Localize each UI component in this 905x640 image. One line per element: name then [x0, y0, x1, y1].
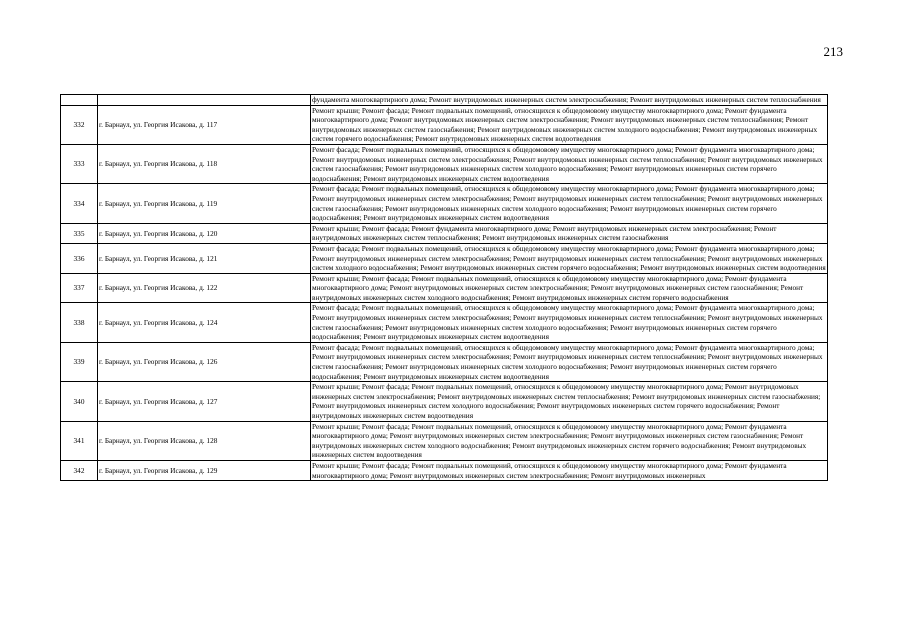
table-row	[61, 243, 828, 273]
table-row	[61, 223, 828, 243]
row-address: г. Барнаул, ул. Георгия Исакова, д. 129	[98, 460, 311, 480]
row-number: 337	[61, 273, 98, 303]
row-works: фундамента многоквартирного дома; Ремонт внутридомовых инженерных систем электроснабжения; Ремонт внутридомовых инженерных систем теплоснабжения	[311, 95, 828, 106]
row-address: г. Барнаул, ул. Георгия Исакова, д. 124	[98, 303, 311, 342]
row-works: Ремонт фасада; Ремонт подвальных помещений, относящихся к общедомовому имуществу многоквартирного дома; Ремонт фундамента многоквартирного дома; Ремонт внутридомовых инженерных систем электроснабжения; Ремонт внутридомовых инженерных систем теплоснабжения; Ремонт внутридомовых инженерных систем газоснабжения; Ремонт внутридомовых инженерных систем холодного водоснабжения; Ремонт внутридомовых инженерных систем горячего водоснабжения; Ремонт внутридомовых инженерных систем водоотведения	[311, 303, 828, 342]
row-address: г. Барнаул, ул. Георгия Исакова, д. 128	[98, 421, 311, 460]
row-address: г. Барнаул, ул. Георгия Исакова, д. 121	[98, 243, 311, 273]
row-address: г. Барнаул, ул. Георгия Исакова, д. 119	[98, 184, 311, 223]
row-number: 336	[61, 243, 98, 273]
table-row	[61, 105, 828, 144]
row-number: 332	[61, 105, 98, 144]
row-address: г. Барнаул, ул. Георгия Исакова, д. 118	[98, 144, 311, 183]
row-number: 342	[61, 460, 98, 480]
row-address: г. Барнаул, ул. Георгия Исакова, д. 122	[98, 273, 311, 303]
row-works: Ремонт крыши; Ремонт фасада; Ремонт подвальных помещений, относящихся к общедомовому имуществу многоквартирного дома; Ремонт внутридомовых инженерных систем электроснабжения; Ремонт внутридомовых инженерных систем теплоснабжения; Ремонт внутридомовых инженерных систем газоснабжения; Ремонт внутридомовых инженерных систем холодного водоснабжения; Ремонт внутридомовых инженерных систем горячего водоснабжения; Ремонт внутридомовых инженерных систем водоотведения	[311, 382, 828, 421]
row-number: 333	[61, 144, 98, 183]
row-number: 334	[61, 184, 98, 223]
row-works: Ремонт фасада; Ремонт подвальных помещений, относящихся к общедомовому имуществу многоквартирного дома; Ремонт фундамента многоквартирного дома; Ремонт внутридомовых инженерных систем электроснабжения; Ремонт внутридомовых инженерных систем теплоснабжения; Ремонт внутридомовых инженерных систем газоснабжения; Ремонт внутридомовых инженерных систем холодного водоснабжения; Ремонт внутридомовых инженерных систем горячего водоснабжения; Ремонт внутридомовых инженерных систем водоотведения	[311, 144, 828, 183]
table-row	[61, 303, 828, 342]
row-works: Ремонт фасада; Ремонт подвальных помещений, относящихся к общедомовому имуществу многоквартирного дома; Ремонт фундамента многоквартирного дома; Ремонт внутридомовых инженерных систем электроснабжения; Ремонт внутридомовых инженерных систем теплоснабжения; Ремонт внутридомовых инженерных систем газоснабжения; Ремонт внутридомовых инженерных систем холодного водоснабжения; Ремонт внутридомовых инженерных систем горячего водоснабжения; Ремонт внутридомовых инженерных систем водоотведения	[311, 184, 828, 223]
table-row	[61, 184, 828, 223]
row-address: г. Барнаул, ул. Георгия Исакова, д. 127	[98, 382, 311, 421]
row-address: г. Барнаул, ул. Георгия Исакова, д. 120	[98, 223, 311, 243]
row-works: Ремонт крыши; Ремонт фасада; Ремонт подвальных помещений, относящихся к общедомовому имуществу многоквартирного дома; Ремонт фундамента многоквартирного дома; Ремонт внутридомовых инженерных систем электроснабжения; Ремонт внутридомовых инженерных систем теплоснабжения; Ремонт внутридомовых инженерных систем газоснабжения; Ремонт внутридомовых инженерных систем холодного водоснабжения; Ремонт внутридомовых инженерных систем горячего водоснабжения; Ремонт внутридомовых инженерных систем водоотведения	[311, 105, 828, 144]
table-row	[61, 95, 828, 106]
repair-works-table	[60, 94, 828, 481]
row-address: г. Барнаул, ул. Георгия Исакова, д. 117	[98, 105, 311, 144]
row-works: Ремонт крыши; Ремонт фасада; Ремонт подвальных помещений, относящихся к общедомовому имуществу многоквартирного дома; Ремонт фундамента многоквартирного дома; Ремонт внутридомовых инженерных систем электроснабжения; Ремонт внутридомовых инженерных систем газоснабжения; Ремонт внутридомовых инженерных систем холодного водоснабжения; Ремонт внутридомовых инженерных систем горячего водоснабжения	[311, 273, 828, 303]
row-works: Ремонт крыши; Ремонт фасада; Ремонт подвальных помещений, относящихся к общедомовому имуществу многоквартирного дома; Ремонт фундамента многоквартирного дома; Ремонт внутридомовых инженерных систем электроснабжения; Ремонт внутридомовых инженерных	[311, 460, 828, 480]
table-row	[61, 342, 828, 381]
table-row	[61, 460, 828, 480]
row-works: Ремонт фасада; Ремонт подвальных помещений, относящихся к общедомовому имуществу многоквартирного дома; Ремонт фундамента многоквартирного дома; Ремонт внутридомовых инженерных систем электроснабжения; Ремонт внутридомовых инженерных систем теплоснабжения; Ремонт внутридомовых инженерных систем холодного водоснабжения; Ремонт внутридомовых инженерных систем горячего водоснабжения; Ремонт внутридомовых инженерных систем водоотведения	[312, 243, 826, 273]
row-works: Ремонт крыши; Ремонт фасада; Ремонт фундамента многоквартирного дома; Ремонт внутридомовых инженерных систем электроснабжения; Ремонт внутридомовых инженерных систем теплоснабжения; Ремонт внутридомовых инженерных систем газоснабжения	[311, 223, 828, 243]
row-works: Ремонт фасада; Ремонт подвальных помещений, относящихся к общедомовому имуществу многоквартирного дома; Ремонт фундамента многоквартирного дома; Ремонт внутридомовых инженерных систем электроснабжения; Ремонт внутридомовых инженерных систем теплоснабжения; Ремонт внутридомовых инженерных систем газоснабжения; Ремонт внутридомовых инженерных систем холодного водоснабжения; Ремонт внутридомовых инженерных систем горячего водоснабжения; Ремонт внутридомовых инженерных систем водоотведения	[311, 342, 828, 381]
table-row	[61, 421, 828, 460]
row-address	[98, 95, 311, 106]
row-number: 340	[61, 382, 98, 421]
row-number	[61, 95, 98, 106]
table-row	[61, 144, 828, 183]
row-number: 338	[61, 303, 98, 342]
row-number: 341	[61, 421, 98, 460]
row-number: 335	[61, 223, 98, 243]
page-number: 213	[823, 44, 843, 59]
row-number: 339	[61, 342, 98, 381]
table-row	[61, 273, 828, 303]
row-works: Ремонт крыши; Ремонт фасада; Ремонт подвальных помещений, относящихся к общедомовому имуществу многоквартирного дома; Ремонт фундамента многоквартирного дома; Ремонт внутридомовых инженерных систем электроснабжения; Ремонт внутридомовых инженерных систем газоснабжения; Ремонт внутридомовых инженерных систем холодного водоснабжения; Ремонт внутридомовых инженерных систем горячего водоснабжения; Ремонт внутридомовых инженерных систем водоотведения	[311, 421, 828, 460]
table-row	[61, 382, 828, 421]
row-address: г. Барнаул, ул. Георгия Исакова, д. 126	[98, 342, 311, 381]
